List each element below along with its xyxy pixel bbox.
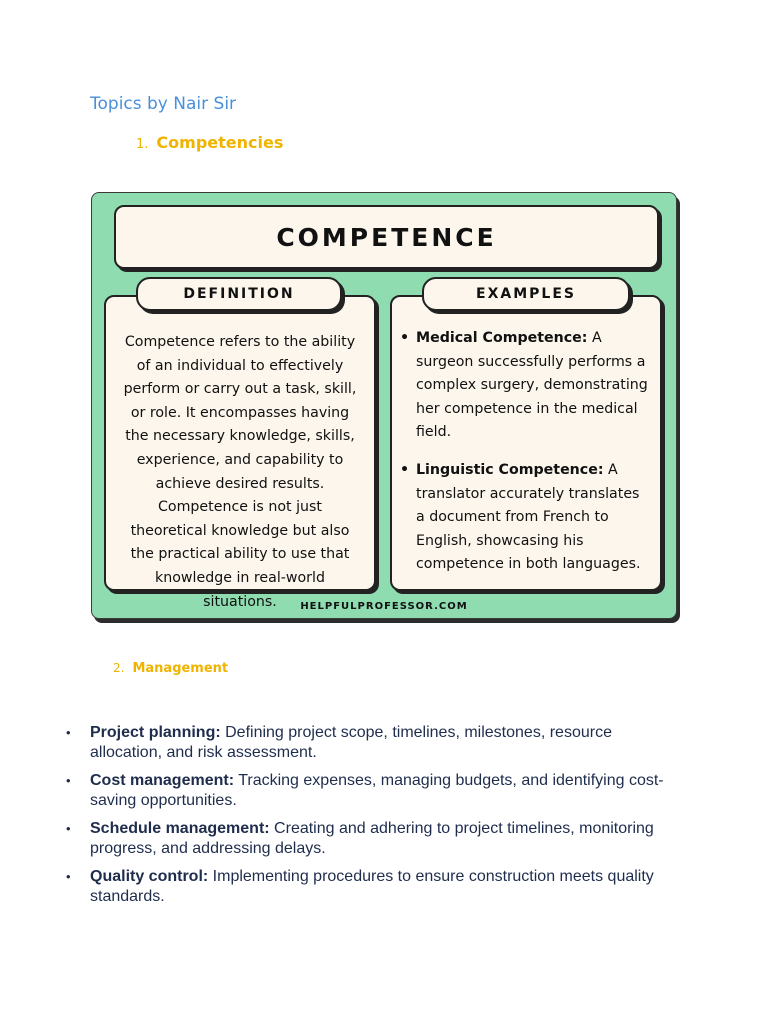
bullet-text: Implementing procedures to ensure construction meets quality standards. — [90, 868, 654, 905]
example-item — [400, 327, 650, 445]
section-title: Management — [132, 661, 229, 676]
source-credit: HELPFULPROFESSOR.COM — [300, 601, 468, 612]
bullet-text: Creating and adhering to project timelines, monitoring progress, and addressing delays. — [90, 820, 654, 857]
infographic-title-card — [114, 205, 659, 269]
infographic-title: COMPETENCE — [276, 222, 497, 252]
bullet-text: Tracking expenses, managing budgets, and identifying cost-saving opportunities. — [90, 772, 664, 809]
section-number: 1. — [136, 137, 149, 152]
definition-tab: DEFINITION — [136, 277, 342, 311]
bullet-text: Defining project scope, timelines, milestones, resource allocation, and risk assessment. — [90, 724, 612, 761]
section-number: 2. — [113, 661, 125, 675]
definition-panel — [104, 295, 376, 610]
bullet-term: Schedule management: — [90, 820, 270, 837]
list-item — [66, 819, 676, 859]
examples-panel — [390, 295, 662, 591]
bullet-term: Cost management: — [90, 772, 235, 789]
list-item — [66, 723, 676, 763]
list-item — [66, 867, 676, 907]
bullet-term: Quality control: — [90, 868, 209, 885]
examples-list — [400, 327, 650, 591]
list-item — [66, 771, 676, 811]
example-term: Medical Competence: — [416, 330, 588, 346]
examples-tab: EXAMPLES — [422, 277, 630, 311]
example-item — [400, 459, 650, 577]
example-term: Linguistic Competence: — [416, 461, 604, 478]
competence-infographic — [91, 192, 677, 619]
definition-text: Competence refers to the ability of an individual to effectively perform or carry out a task, skill, or role. It encompasses having the necessary knowledge, skills, experience, and capability to achieve desired results. Competence is not just theoretical knowledge but also the practical ability to use that knowledge in real-world situations. — [123, 334, 357, 610]
document-title: Topics by Nair Sir — [90, 94, 237, 114]
section-title: Competencies — [156, 133, 284, 152]
example-text: A surgeon successfully performs a complex surgery, demonstrating her competence in the medical field. — [416, 330, 648, 441]
section-heading-management — [113, 661, 228, 676]
management-bullet-list — [66, 723, 676, 915]
section-heading-competencies — [136, 133, 283, 152]
example-text: A translator accurately translates a document from French to English, showcasing his competence in both languages. — [416, 461, 641, 573]
bullet-term: Project planning: — [90, 724, 221, 741]
